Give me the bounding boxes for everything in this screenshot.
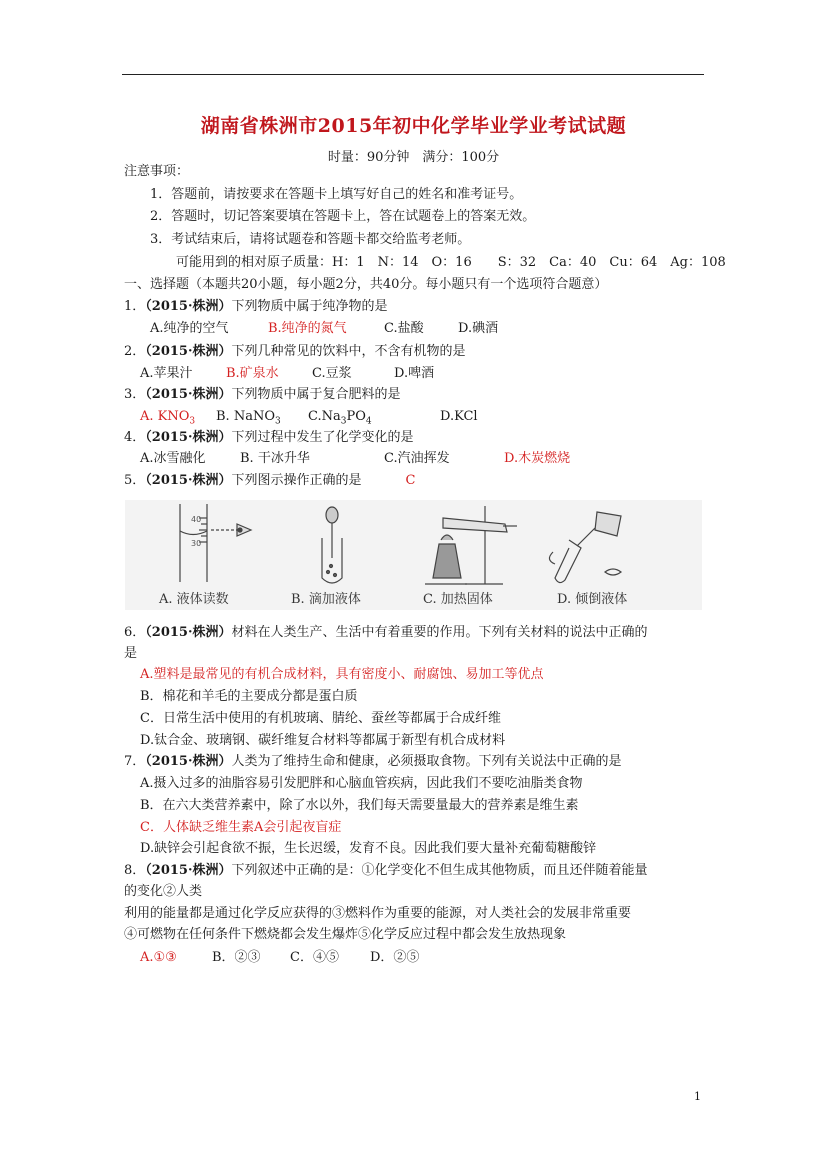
question-stem: 材料在人类生产、生活中有着重要的作用。下列有关材料的说法中正确的 (231, 625, 648, 640)
question-number: 6． (124, 625, 146, 640)
source-tag: （2015·株洲） (145, 473, 232, 488)
figure-caption-c: C. 加热固体 (423, 592, 493, 607)
scale-label-40: 40 (191, 515, 202, 524)
pouring-liquid-drawing (549, 512, 621, 583)
figure-caption-b: B. 滴加液体 (291, 592, 361, 607)
option-d: D.啤酒 (394, 366, 435, 381)
question-number: 3． (124, 387, 146, 402)
lab-operations-figure (125, 500, 702, 610)
option-c: $C.Na_3PO_4$ (308, 409, 372, 427)
question-stem: 下列叙述中正确的是：①化学变化不但生成其他物质，而且还伴随着能量 (231, 863, 648, 878)
exam-duration-score: 时量：90分钟 满分：100分 (327, 150, 500, 165)
question-6-option-b: B．棉花和羊毛的主要成分都是蛋白质 (140, 689, 358, 704)
question-8-line-3: 利用的能量都是通过化学反应获得的③燃料作为重要的能源，对人类社会的发展非常重要 (124, 906, 632, 921)
question-7-option-b: B．在六大类营养素中，除了水以外，我们每天需要量最大的营养素是维生素 (140, 798, 579, 813)
source-tag: （2015·株洲） (145, 754, 232, 769)
question-8-options (140, 949, 419, 967)
source-tag: （2015·株洲） (145, 387, 232, 402)
question-number: 2． (124, 344, 146, 359)
option-d: D.KCl (440, 409, 478, 424)
question-stem: 人类为了维持生命和健康，必须摄取食物。下列有关说法中正确的是 (231, 754, 622, 769)
question-stem: 下列图示操作正确的是 (231, 473, 362, 488)
option-a: A.①③ (140, 950, 177, 965)
question-6-option-a: A.塑料是最常见的有机合成材料，具有密度小、耐腐蚀、易加工等优点 (140, 667, 544, 682)
source-tag: （2015·株洲） (145, 430, 232, 445)
option-b: B.矿泉水 (226, 366, 279, 381)
question-7-option-c: C．人体缺乏维生素A会引起夜盲症 (140, 820, 342, 835)
question-3-options (140, 408, 478, 431)
question-6-option-d: D.钛合金、玻璃钢、碳纤维复合材料等都属于新型有机合成材料 (140, 733, 506, 748)
notice-item-3: 3．考试结束后，请将试题卷和答题卡都交给监考老师。 (150, 232, 471, 247)
question-number: 7． (124, 754, 146, 769)
option-c: C.豆浆 (312, 366, 352, 381)
question-8-line-4: ④可燃物在任何条件下燃烧都会发生爆炸⑤化学反应过程中都会发生放热现象 (124, 927, 567, 942)
atomic-mass-line: 可能用到的相对原子质量：H：1 N：14 O：16 S：32 Ca：40 Cu：64 Ag：108 (176, 255, 726, 270)
heating-solid-drawing (425, 506, 517, 584)
question-number: 5． (124, 473, 146, 488)
source-tag: （2015·株洲） (145, 344, 232, 359)
option-b: B. 干冰升华 (240, 451, 310, 466)
question-stem: 下列过程中发生了化学变化的是 (231, 430, 414, 445)
page-number: 1 (694, 1090, 701, 1103)
notice-item-1: 1．答题前，请按要求在答题卡上填写好自己的姓名和准考证号。 (150, 187, 523, 202)
option-b: B. NaNO$_3$ (216, 409, 281, 427)
question-7-option-a: A.摄入过多的油脂容易引发肥胖和心脑血管疾病，因此我们不要吃油脂类食物 (140, 776, 583, 791)
source-tag: （2015·株洲） (145, 299, 232, 314)
question-1-options (150, 320, 498, 338)
source-tag: （2015·株洲） (145, 863, 232, 878)
question-number: 1． (124, 299, 146, 314)
question-number: 4． (124, 430, 146, 445)
question-stem: 下列物质中属于复合肥料的是 (231, 387, 401, 402)
option-a: A.纯净的空气 (150, 321, 229, 336)
source-tag: （2015·株洲） (145, 625, 232, 640)
question-7-option-d: D.缺锌会引起食欲不振，生长迟缓，发育不良。因此我们要大量补充葡萄糖酸锌 (140, 841, 597, 856)
option-c: C.盐酸 (384, 321, 424, 336)
option-d: D．②⑤ (370, 950, 420, 965)
option-d: D.木炭燃烧 (504, 451, 571, 466)
option-b: B．②③ (212, 950, 261, 965)
option-c: C.汽油挥发 (384, 451, 450, 466)
question-4-options (140, 450, 570, 468)
question-2 (124, 343, 466, 361)
option-c: C．④⑤ (290, 950, 339, 965)
question-6-option-c: C．日常生活中使用的有机玻璃、腈纶、蚕丝等都属于合成纤维 (140, 711, 501, 726)
question-6 (124, 624, 648, 642)
question-7 (124, 753, 622, 771)
question-stem: 下列物质中属于纯净物的是 (231, 299, 388, 314)
section-heading: 一、选择题（本题共20小题，每小题2分，共40分。每小题只有一个选项符合题意） (124, 277, 608, 292)
option-a: A. $KNO_3$ (140, 409, 196, 427)
page-title: 湖南省株洲市2015年初中化学毕业学业考试试题 (200, 115, 627, 137)
question-2-options (140, 365, 434, 383)
question-stem: 下列几种常见的饮料中，不含有机物的是 (231, 344, 466, 359)
dropper-drawing (322, 507, 342, 583)
top-rule (122, 74, 704, 75)
question-4 (124, 429, 414, 447)
option-a: A.冰雪融化 (140, 451, 206, 466)
question-8 (124, 862, 648, 880)
notice-heading: 注意事项： (124, 164, 190, 179)
question-5 (124, 472, 415, 490)
figure-caption-d: D. 倾倒液体 (557, 592, 628, 607)
figure-caption-a: A. 液体读数 (159, 592, 229, 607)
question-number: 8． (124, 863, 146, 878)
question-3 (124, 386, 401, 404)
question-8-line-2: 的变化②人类 (124, 884, 203, 899)
option-d: D.碘酒 (458, 321, 499, 336)
question-1 (124, 298, 388, 316)
notice-item-2: 2．答题时，切记答案要填在答题卡上，答在试题卷上的答案无效。 (150, 209, 536, 224)
option-a: A.苹果汁 (140, 366, 193, 381)
question-6-stem-cont: 是 (124, 646, 138, 661)
scale-label-30: 30 (191, 539, 202, 548)
option-b: B.纯净的氮气 (268, 321, 347, 336)
answer-mark: C (405, 473, 416, 488)
